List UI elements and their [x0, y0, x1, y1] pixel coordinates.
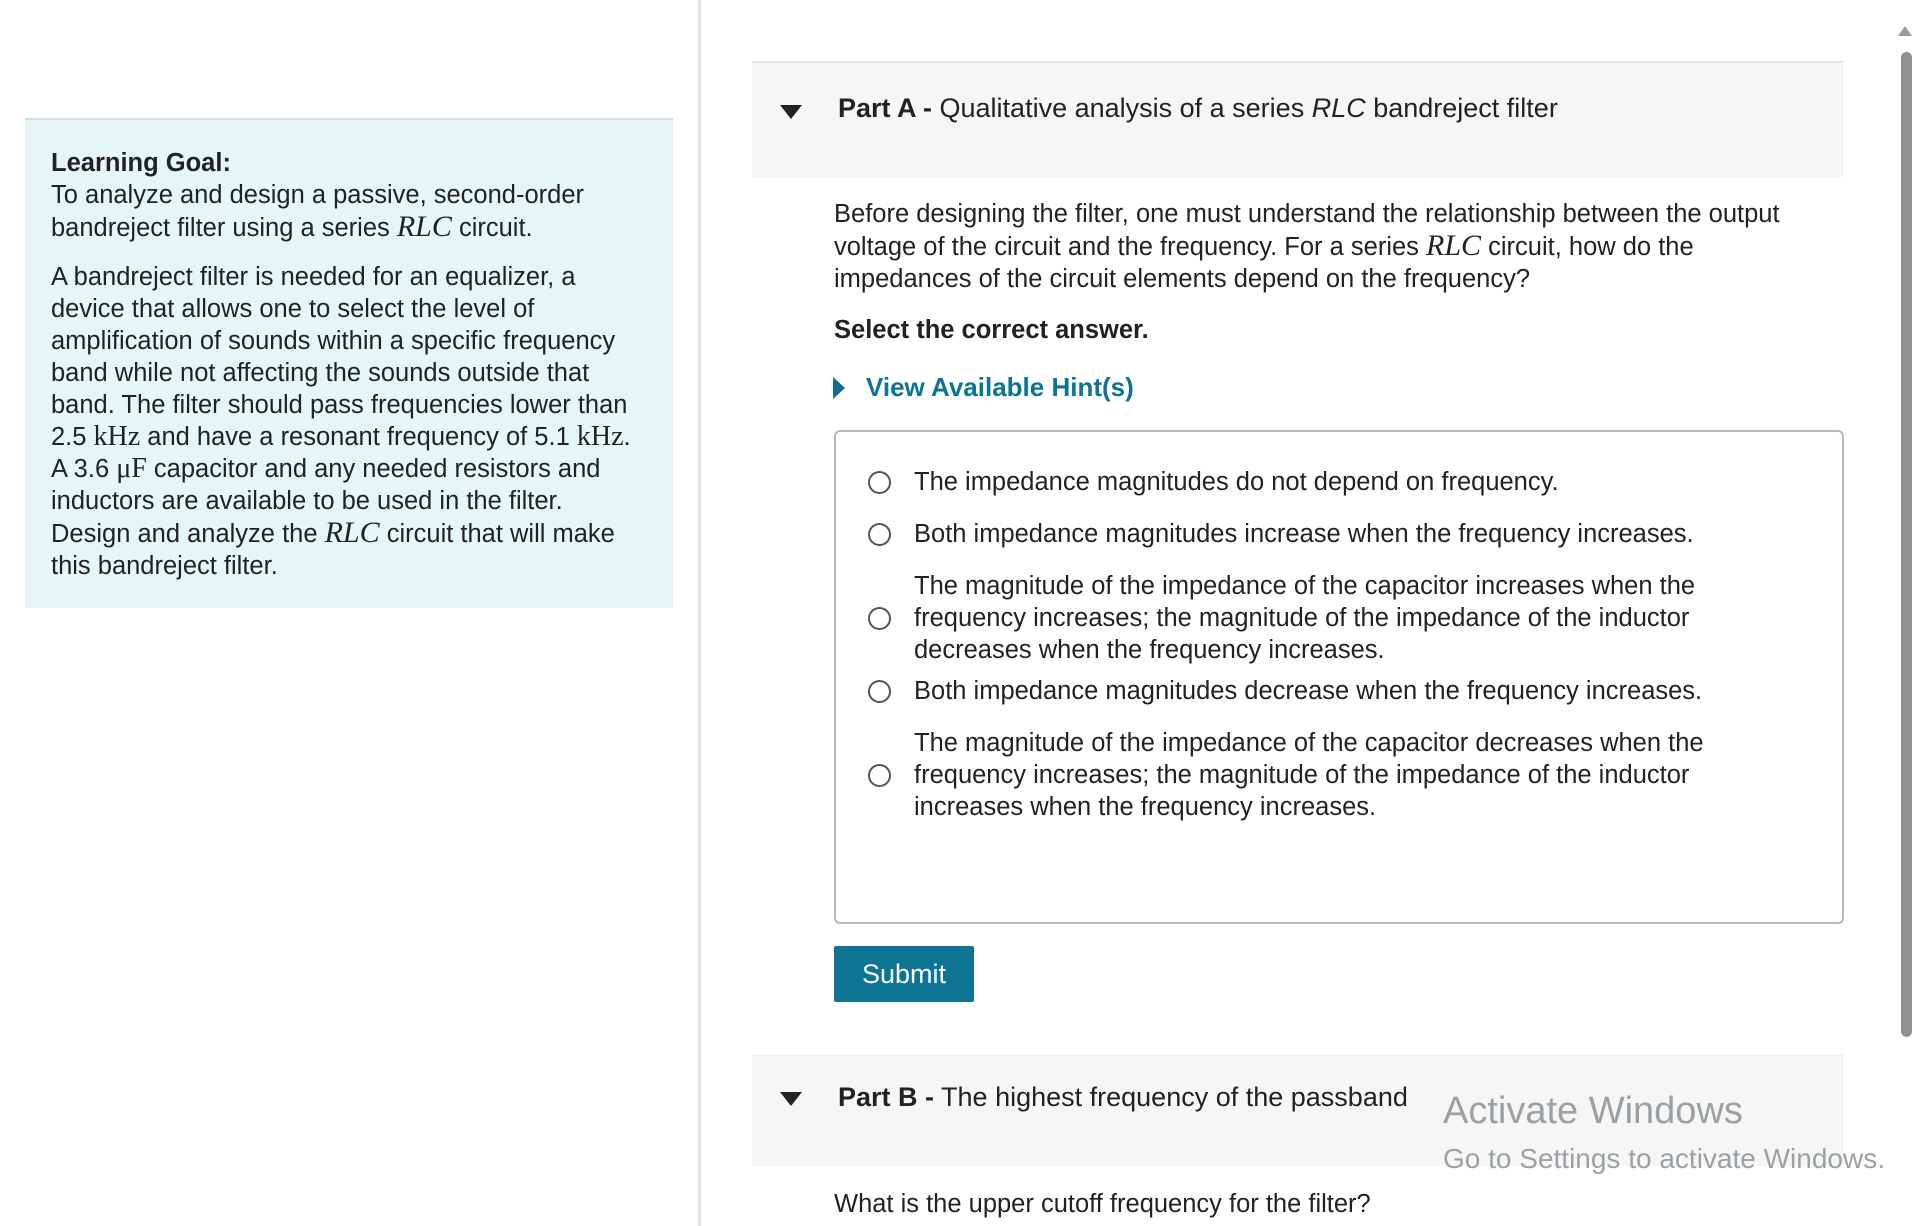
- rlc-math: RLC: [324, 516, 380, 549]
- answer-option[interactable]: [868, 466, 1828, 498]
- answer-option-label: The magnitude of the impedance of the capacitor increases when the frequency increases; the magnitude of the impedance of the inductor decreases when the frequency increases.: [914, 572, 1696, 664]
- answer-option-label: Both impedance magnitudes decrease when the frequency increases.: [914, 677, 1703, 705]
- watermark-subtitle: Go to Settings to activate Windows.: [1443, 1143, 1885, 1174]
- part-b-title: Part B - The highest frequency of the passband: [838, 1082, 1408, 1112]
- part-a-header[interactable]: [752, 61, 1844, 177]
- view-hints-toggle[interactable]: [833, 372, 1134, 403]
- activate-windows-watermark: [1443, 1090, 1885, 1175]
- part-a-question: Before designing the filter, one must understand the relationship between the output voltage of the circuit and the frequency. For a series RLC circuit, how do the impedances of the circuit elements depend on the frequency?: [834, 200, 1780, 293]
- part-a-title: Part A - Qualitative analysis of a series RLC bandreject filter: [838, 93, 1558, 123]
- caret-down-icon[interactable]: [780, 105, 802, 119]
- scroll-up-arrow-icon[interactable]: [1898, 26, 1912, 36]
- uf-unit: μF: [116, 453, 147, 484]
- learning-goal-heading: Learning Goal:: [51, 149, 231, 177]
- main-content: [752, 0, 1844, 1226]
- part-b-question: What is the upper cutoff frequency for the filter?: [834, 1190, 1371, 1218]
- radio-unchecked-icon[interactable]: [868, 471, 891, 494]
- radio-unchecked-icon[interactable]: [868, 680, 891, 703]
- rlc-math: RLC: [1426, 229, 1482, 262]
- khz-unit: kHz: [93, 421, 141, 452]
- problem-description: A bandreject filter is needed for an equalizer, a device that allows one to select the level of amplification of sounds within a specific frequency band while not affecting the sounds outside that band. The filter should pass frequencies lower than 2.5 kHz and have a resonant frequency of 5.1 kHz. A 3.6 μF capacitor and any needed resistors and inductors are available to be used in the filter. Design and analyze the RLC circuit that will make this bandreject filter.: [51, 263, 631, 580]
- answer-option-label: Both impedance magnitudes increase when the frequency increases.: [914, 520, 1694, 548]
- answer-option[interactable]: [868, 727, 1828, 823]
- radio-unchecked-icon[interactable]: [868, 523, 891, 546]
- answer-option[interactable]: [868, 675, 1828, 707]
- answer-option[interactable]: [868, 570, 1828, 666]
- left-panel: [0, 0, 700, 1226]
- rlc-math: RLC: [396, 210, 452, 243]
- radio-unchecked-icon[interactable]: [868, 764, 891, 787]
- answer-option-label: The impedance magnitudes do not depend on frequency.: [914, 468, 1559, 496]
- submit-button[interactable]: Submit: [834, 946, 974, 1002]
- khz-unit: kHz: [576, 421, 624, 452]
- learning-goal-text: To analyze and design a passive, second-order bandreject filter using a series RLC circuit.: [51, 181, 584, 243]
- learning-goal-box: [25, 118, 673, 608]
- scrollbar-thumb[interactable]: [1901, 52, 1912, 1037]
- answer-option-label: The magnitude of the impedance of the capacitor decreases when the frequency increases; the magnitude of the impedance of the inductor increases when the frequency increases.: [914, 729, 1704, 821]
- answer-options: [834, 430, 1844, 924]
- panel-divider: [698, 0, 701, 1226]
- radio-unchecked-icon[interactable]: [868, 607, 891, 630]
- caret-right-icon: [833, 377, 845, 399]
- watermark-title: Activate Windows: [1443, 1090, 1743, 1132]
- instruction-text: Select the correct answer.: [834, 316, 1149, 344]
- answer-option[interactable]: [868, 518, 1828, 550]
- caret-down-icon[interactable]: [780, 1092, 802, 1106]
- view-hints-label[interactable]: View Available Hint(s): [866, 372, 1134, 402]
